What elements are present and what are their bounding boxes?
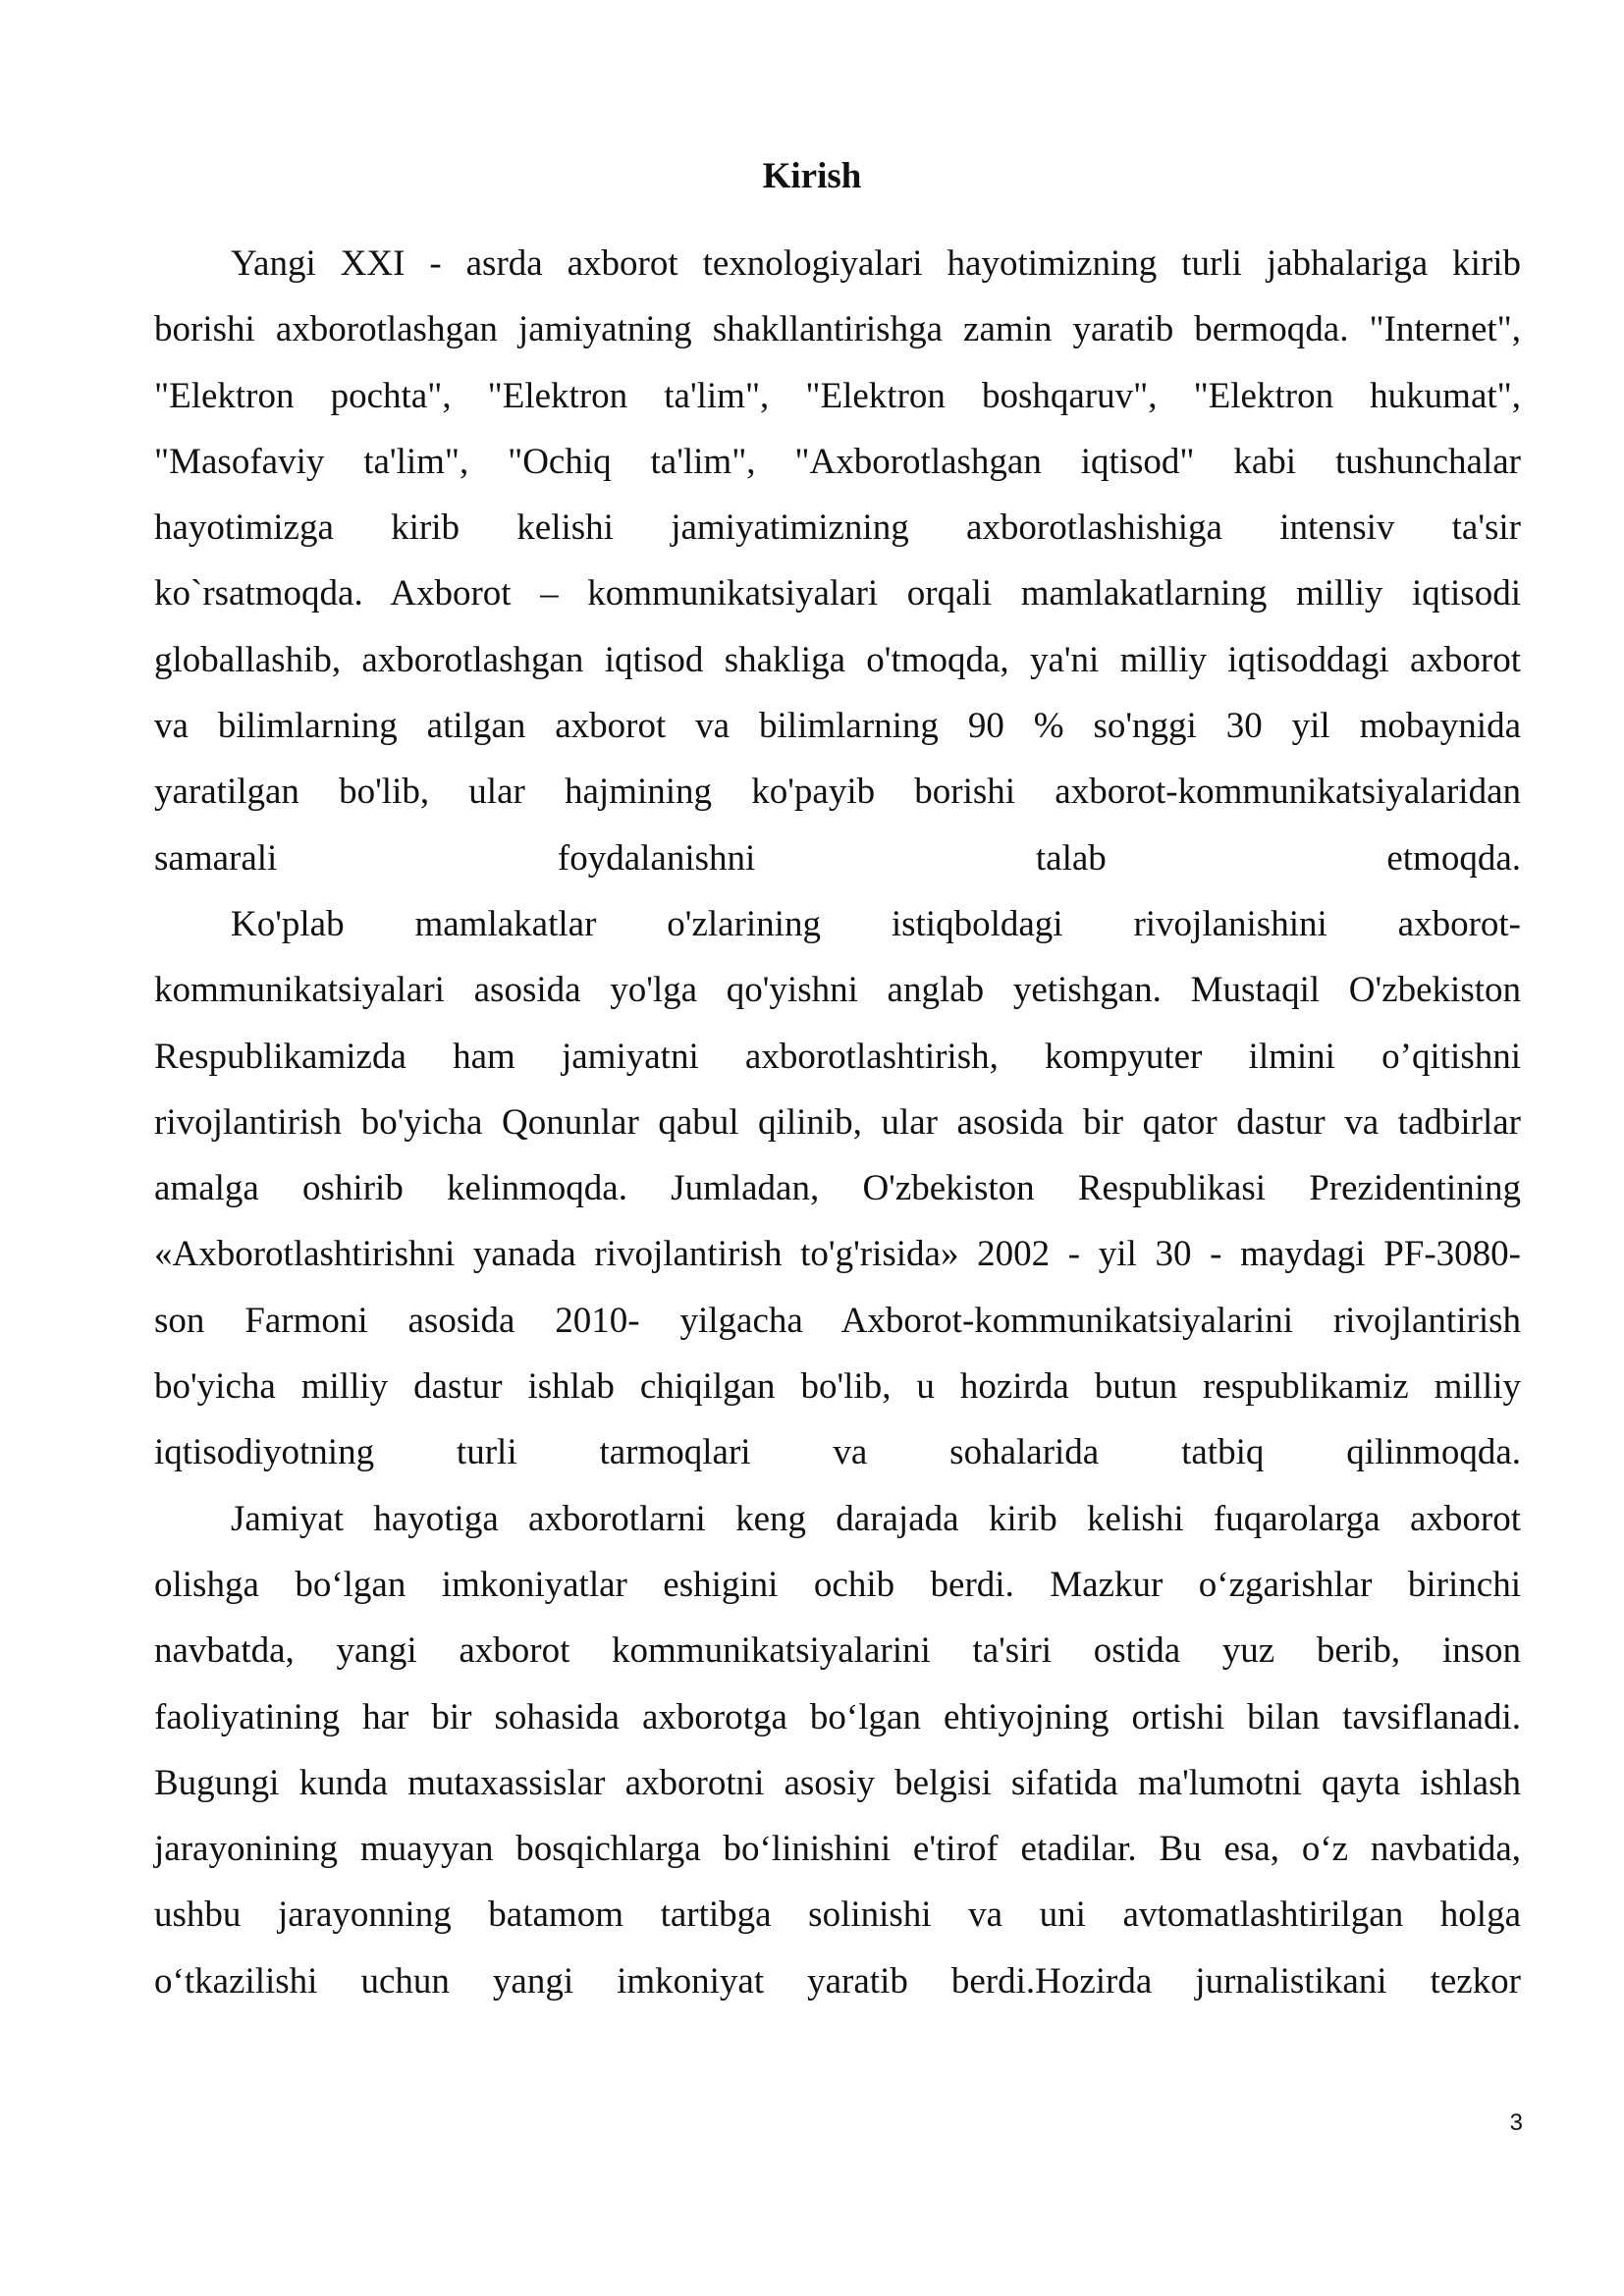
page-number: 3 <box>1509 2109 1523 2136</box>
text-line: "Masofaviy ta'lim", "Ochiq ta'lim", "Axborotlashgan iqtisod" kabi tushunchalar <box>154 441 1521 482</box>
text-line: yaratilgan bo'lib, ular hajmining ko'payib borishi axborot-kommunikatsiyalaridan <box>154 772 1521 813</box>
text-line: va bilimlarning atilgan axborot va bilimlarning 90 % so'nggi 30 yil mobaynida <box>154 706 1521 747</box>
text-line: amalga oshirib kelinmoqda. Jumladan, O'zbekiston Respublikasi Prezidentining <box>154 1168 1521 1209</box>
text-line: globallashib, axborotlashgan iqtisod shakliga o'tmoqda, ya'ni milliy iqtisoddagi axborot <box>154 639 1521 680</box>
text-line: o‘tkazilishi uchun yangi imkoniyat yaratib berdi.Hozirda jurnalistikani tezkor <box>154 1960 1521 2002</box>
text-line: Respublikamizda ham jamiyatni axborotlashtirish, kompyuter ilmini o’qitishni <box>154 1036 1521 1077</box>
text-line: ushbu jarayonning batamom tartibga solinishi va uni avtomatlashtirilgan holga <box>154 1895 1521 1936</box>
body-text <box>154 231 1521 2014</box>
text-line: Jamiyat hayotiga axborotlarni keng darajada kirib kelishi fuqarolarga axborot <box>231 1498 1521 1539</box>
text-line: ko`rsatmoqda. Axborot – kommunikatsiyalari orqali mamlakatlarning milliy iqtisodi <box>154 573 1521 614</box>
text-line: Yangi XXI - asrda axborot texnologiyalari hayotimizning turli jabhalariga kirib <box>231 243 1521 284</box>
text-line: faoliyatining har bir sohasida axborotga bo‘lgan ehtiyojning ortishi bilan tavsiflanadi. <box>154 1696 1521 1737</box>
text-line: navbatda, yangi axborot kommunikatsiyalarini ta'siri ostida yuz berib, inson <box>154 1630 1521 1672</box>
text-line: «Axborotlashtirishni yanada rivojlantirish to'g'risida» 2002 - yil 30 - maydagi PF-3080- <box>154 1234 1521 1275</box>
text-line: bo'yicha milliy dastur ishlab chiqilgan bo'lib, u hozirda butun respublikamiz milliy <box>154 1366 1521 1408</box>
text-line: kommunikatsiyalari asosida yo'lga qo'yishni anglab yetishgan. Mustaqil O'zbekiston <box>154 970 1521 1011</box>
text-line: "Elektron pochta", "Elektron ta'lim", "Elektron boshqaruv", "Elektron hukumat", <box>154 375 1521 416</box>
text-line: Bugungi kunda mutaxassislar axborotni asosiy belgisi sifatida ma'lumotni qayta ishlash <box>154 1762 1521 1803</box>
text-line: hayotimizga kirib kelishi jamiyatimizning axborotlashishiga intensiv ta'sir <box>154 507 1521 549</box>
text-line: borishi axborotlashgan jamiyatning shakllantirishga zamin yaratib bermoqda. "Internet", <box>154 309 1521 350</box>
text-line: iqtisodiyotning turli tarmoqlari va sohalarida tatbiq qilinmoqda. <box>154 1432 1521 1473</box>
text-line: olishga bo‘lgan imkoniyatlar eshigini ochib berdi. Mazkur o‘zgarishlar birinchi <box>154 1564 1521 1605</box>
text-line: rivojlantirish bo'yicha Qonunlar qabul qilinib, ular asosida bir qator dastur va tadbirlar <box>154 1101 1521 1143</box>
text-line: Ko'plab mamlakatlar o'zlarining istiqboldagi rivojlanishini axborot- <box>231 903 1521 944</box>
text-line: samarali foydalanishni talab etmoqda. <box>154 837 1521 879</box>
page-title: Kirish <box>762 156 862 196</box>
text-line: son Farmoni asosida 2010- yilgacha Axborot-kommunikatsiyalarini rivojlantirish <box>154 1300 1521 1341</box>
text-line: jarayonining muayyan bosqichlarga bo‘linishini e'tirof etadilar. Bu esa, o‘z navbatida, <box>154 1829 1521 1870</box>
